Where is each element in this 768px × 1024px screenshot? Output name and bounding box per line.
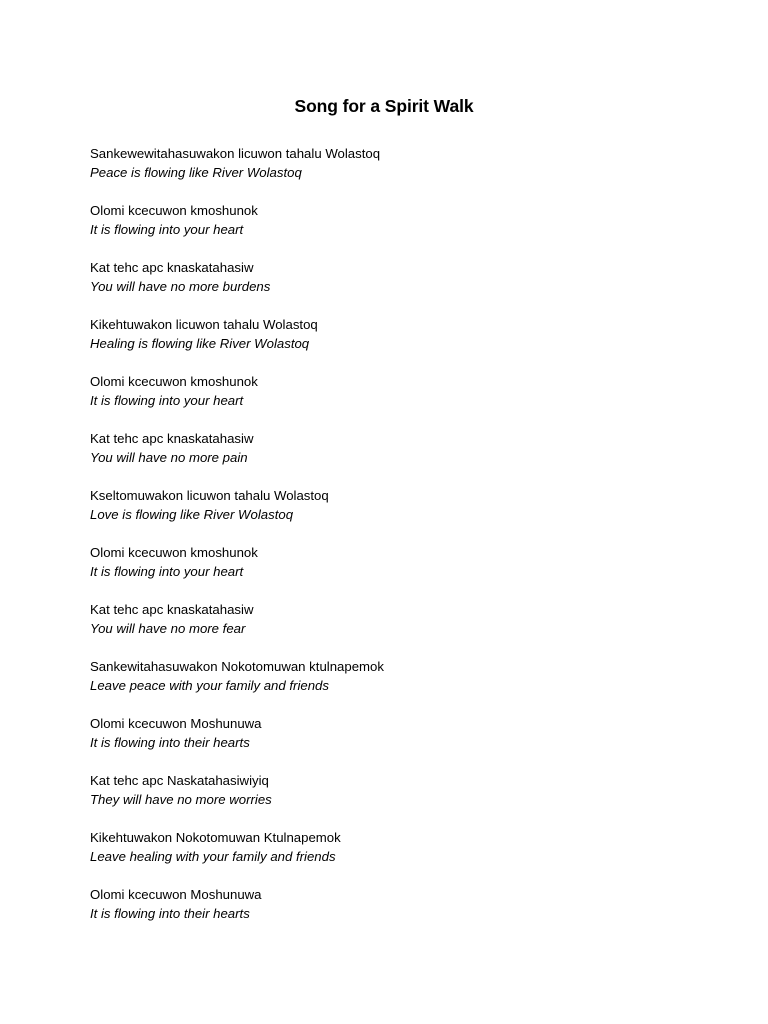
lyric-original-line: Olomi kcecuwon Moshunuwa bbox=[90, 716, 262, 731]
lyric-translation-line: It is flowing into your heart bbox=[90, 393, 244, 408]
lyric-original-line: Kat tehc apc knaskatahasiw bbox=[90, 602, 254, 617]
lyric-original-line: Kat tehc apc knaskatahasiw bbox=[90, 260, 254, 275]
lyric-original-line: Olomi kcecuwon kmoshunok bbox=[90, 545, 258, 560]
lyric-original-line: Kikehtuwakon licuwon tahalu Wolastoq bbox=[90, 317, 318, 332]
lyric-translation-line: It is flowing into your heart bbox=[90, 564, 244, 579]
stanza bbox=[90, 201, 710, 258]
stanza bbox=[90, 258, 710, 315]
lyric-original-line: Sankewewitahasuwakon licuwon tahalu Wolastoq bbox=[90, 146, 381, 161]
lyric-original-line: Kseltomuwakon licuwon tahalu Wolastoq bbox=[90, 488, 329, 503]
lyric-translation-line: It is flowing into their hearts bbox=[90, 735, 250, 750]
lyric-translation-line: Healing is flowing like River Wolastoq bbox=[90, 336, 310, 351]
stanza bbox=[90, 771, 710, 828]
stanza bbox=[90, 429, 710, 486]
lyric-original-line: Kat tehc apc knaskatahasiw bbox=[90, 431, 254, 446]
stanza bbox=[90, 372, 710, 429]
lyric-original-line: Kat tehc apc Naskatahasiwiyiq bbox=[90, 773, 269, 788]
lyric-translation-line: You will have no more pain bbox=[90, 450, 248, 465]
stanza bbox=[90, 144, 710, 201]
lyric-translation-line: It is flowing into their hearts bbox=[90, 906, 250, 921]
lyric-original-line: Kikehtuwakon Nokotomuwan Ktulnapemok bbox=[90, 830, 341, 845]
lyric-original-line: Olomi kcecuwon kmoshunok bbox=[90, 374, 258, 389]
stanza bbox=[90, 657, 710, 714]
lyric-translation-line: Peace is flowing like River Wolastoq bbox=[90, 165, 302, 180]
lyric-translation-line: You will have no more fear bbox=[90, 621, 246, 636]
stanza bbox=[90, 315, 710, 372]
lyric-original-line: Olomi kcecuwon Moshunuwa bbox=[90, 887, 262, 902]
stanza bbox=[90, 486, 710, 543]
lyric-original-line: Sankewitahasuwakon Nokotomuwan ktulnapemok bbox=[90, 659, 384, 674]
lyric-translation-line: Leave peace with your family and friends bbox=[90, 678, 329, 693]
lyric-translation-line: They will have no more worries bbox=[90, 792, 272, 807]
stanza bbox=[90, 543, 710, 600]
lyric-translation-line: You will have no more burdens bbox=[90, 279, 271, 294]
page-title: Song for a Spirit Walk bbox=[294, 96, 474, 116]
stanza bbox=[90, 828, 710, 885]
stanza bbox=[90, 885, 710, 942]
lyrics-body bbox=[90, 144, 710, 942]
lyric-translation-line: Love is flowing like River Wolastoq bbox=[90, 507, 294, 522]
stanza bbox=[90, 600, 710, 657]
lyric-translation-line: It is flowing into your heart bbox=[90, 222, 244, 237]
lyric-original-line: Olomi kcecuwon kmoshunok bbox=[90, 203, 258, 218]
stanza bbox=[90, 714, 710, 771]
lyric-translation-line: Leave healing with your family and friends bbox=[90, 849, 336, 864]
